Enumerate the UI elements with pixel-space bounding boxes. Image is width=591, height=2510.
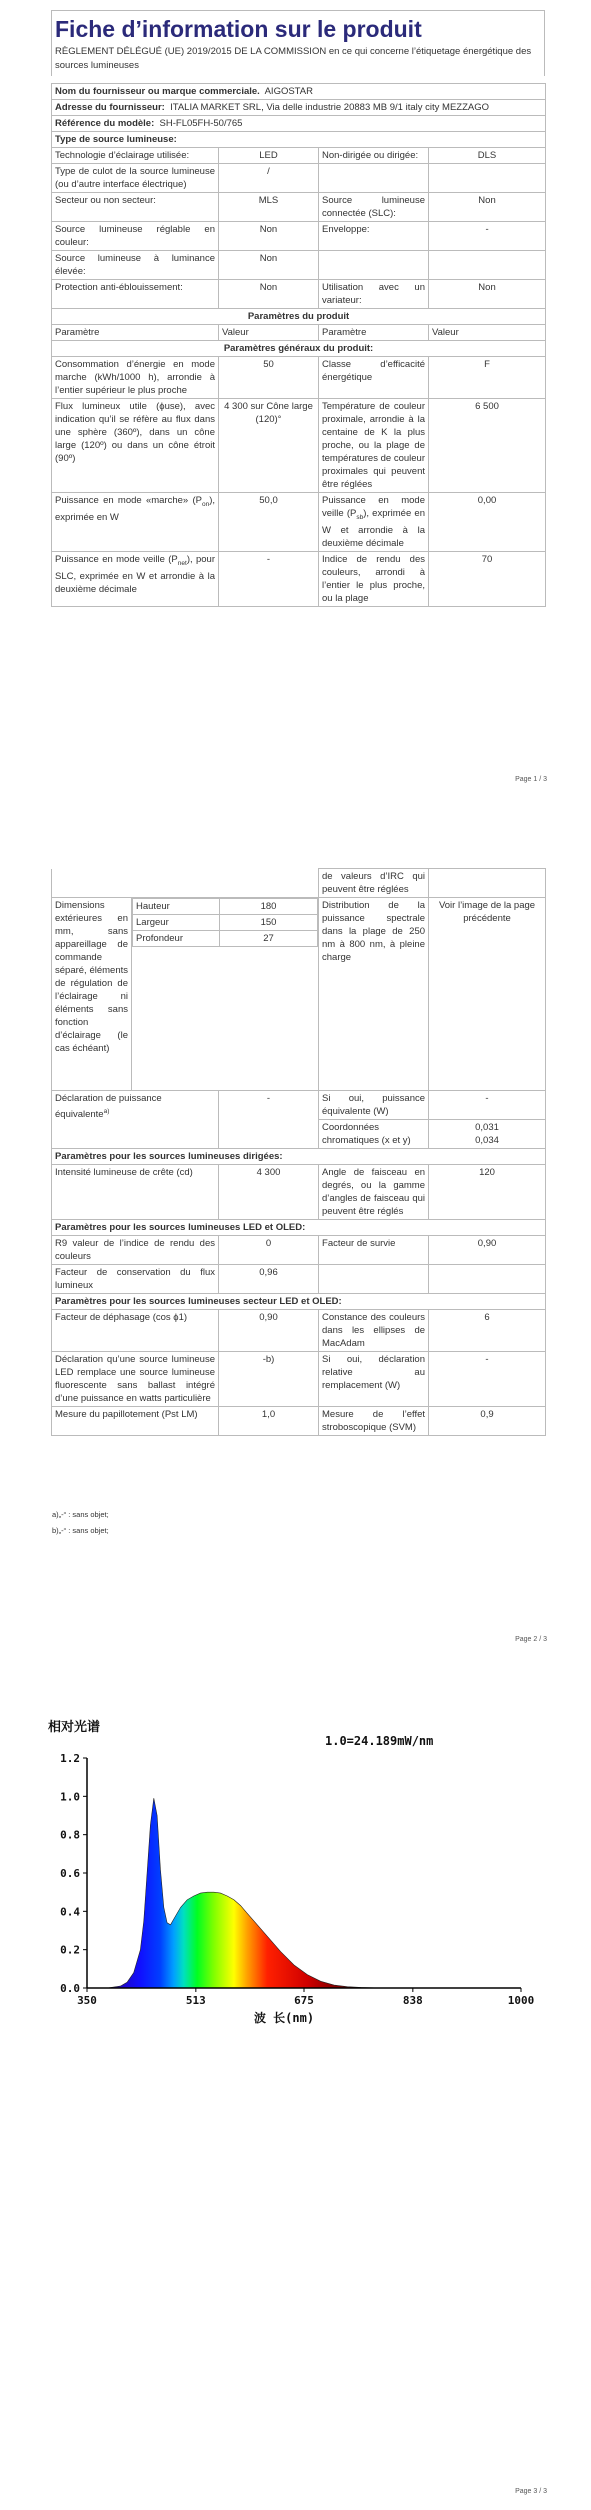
address-label: Adresse du fournisseur:	[55, 102, 165, 113]
type-label: Type de culot de la source lumineuse (ou d’autre interface électrique)	[52, 164, 219, 193]
type-row	[52, 193, 546, 222]
page-number: Page 1 / 3	[515, 776, 547, 783]
y-tick-label: 0.8	[60, 1828, 80, 1842]
param-header: Paramètre	[319, 325, 429, 341]
type-row	[52, 251, 546, 280]
equivalent-yes-label: Si oui, puissance équivalente (W)	[319, 1091, 429, 1120]
directional-header: Paramètres pour les sources lumineuses dirigées:	[52, 1149, 546, 1165]
regulation-text: RÈGLEMENT DÉLÉGUÉ (UE) 2019/2015 DE LA COMMISSION en ce qui concerne l’étiquetage énergétique des sources lumineuses	[55, 46, 532, 71]
param-row	[52, 1236, 546, 1265]
chart-title: 相对光谱	[48, 1720, 101, 1735]
page-1	[0, 0, 591, 790]
general-params-header-row	[52, 341, 546, 357]
product-info-table	[51, 83, 546, 607]
peak-intensity-label: Intensité lumineuse de crête (cd)	[52, 1165, 219, 1220]
supplier-label: Nom du fournisseur ou marque commerciale.	[55, 86, 260, 97]
param-label: Indice de rendu des couleurs, arrondi à l’entier le plus proche, ou la plage	[319, 551, 429, 606]
type-value: Non	[219, 222, 319, 251]
param-header-row	[52, 325, 546, 341]
param-row	[52, 1165, 546, 1220]
type-label	[319, 251, 429, 280]
type-header: Type de source lumineuse:	[52, 132, 546, 148]
type-label: Enveloppe:	[319, 222, 429, 251]
replacement-yes-value: -	[429, 1352, 546, 1407]
section-header-row	[52, 1220, 546, 1236]
type-value: MLS	[219, 193, 319, 222]
param-header: Paramètre	[52, 325, 219, 341]
beam-angle-value: 120	[429, 1165, 546, 1220]
type-label: Source lumineuse réglable en couleur:	[52, 222, 219, 251]
survival-label: Facteur de survie	[319, 1236, 429, 1265]
led-replacement-label: Déclaration qu’une source lumineuse LED remplace une source lumineuse fluorescente sans ballast intégré d’une puissance en watts particulière	[52, 1352, 219, 1407]
param-label: Puissance en mode veille $(P_{net})$, pour SLC, exprimée en W et arrondie à la deuxième décimale	[52, 551, 219, 606]
param-row	[52, 1352, 546, 1407]
dimensions-table	[132, 898, 318, 947]
x-tick-label: 350	[77, 1994, 97, 2007]
spectrum-area	[87, 1798, 521, 1988]
param-label: Puissance en mode «marche» $(P_{on})$, exprimée en W	[52, 493, 219, 552]
equivalent-yes-value: -	[429, 1091, 546, 1120]
general-params-header: Paramètres généraux du produit:	[52, 341, 546, 357]
r9-value: 0	[219, 1236, 319, 1265]
flicker-value: 1,0	[219, 1407, 319, 1436]
equivalent-value: -	[219, 1091, 319, 1149]
value-header: Valeur	[219, 325, 319, 341]
type-header-row	[52, 132, 546, 148]
type-value: Non	[429, 193, 546, 222]
param-value: 50,0	[219, 493, 319, 552]
equivalent-label: Déclaration de puissance équivalente$^{a)}$	[52, 1091, 219, 1149]
footnote-b: b)„-“ : sans objet;	[52, 1526, 109, 1535]
lumen-maintenance-value: 0,96	[219, 1265, 319, 1294]
color-consistency-label: Constance des couleurs dans les ellipses de MacAdam	[319, 1310, 429, 1352]
type-value: /	[219, 164, 319, 193]
type-label: Source lumineuse connectée (SLC):	[319, 193, 429, 222]
spectral-label: Distribution de la puissance spectrale dans la plage de 250 nm à 800 nm, à pleine charge	[319, 898, 429, 1091]
model-label: Référence du modèle:	[55, 118, 155, 129]
param-row	[52, 1091, 546, 1120]
dimensions-row	[52, 898, 546, 1091]
type-row	[52, 148, 546, 164]
type-label: Utilisation avec un variateur:	[319, 280, 429, 309]
type-row	[52, 164, 546, 193]
spectrum-chart	[0, 1750, 591, 2040]
param-label: Température de couleur proximale, arrondie à la centaine de K la plus proche, ou la plage de températures de couleur proximales qui peuvent être réglées	[319, 399, 429, 493]
address-row	[52, 100, 546, 116]
param-value: 70	[429, 551, 546, 606]
param-row	[52, 1407, 546, 1436]
chromaticity-x: 0,031	[475, 1122, 499, 1133]
x-tick-label: 1000	[507, 1994, 535, 2007]
param-value: 0,00	[429, 493, 546, 552]
y-tick-label: 0.2	[60, 1943, 80, 1957]
x-axis-label: 波 长(nm)	[253, 2011, 315, 2025]
param-row	[52, 357, 546, 399]
product-params-header-row	[52, 309, 546, 325]
lumen-maintenance-label: Facteur de conservation du flux lumineux	[52, 1265, 219, 1294]
type-value	[429, 251, 546, 280]
survival-value: 0,90	[429, 1236, 546, 1265]
stroboscopic-label: Mesure de l’effet stroboscopique (SVM)	[319, 1407, 429, 1436]
type-label: Secteur ou non secteur:	[52, 193, 219, 222]
param-row	[52, 869, 546, 898]
r9-label: R9 valeur de l’indice de rendu des couleurs	[52, 1236, 219, 1265]
model-value: SH-FL05FH-50/765	[159, 118, 243, 129]
y-tick-label: 0.4	[60, 1905, 80, 1919]
page-2	[0, 790, 591, 1650]
peak-intensity-value: 4 300	[219, 1165, 319, 1220]
model-row	[52, 116, 546, 132]
param-row	[52, 1265, 546, 1294]
type-label	[319, 164, 429, 193]
section-header-row	[52, 1294, 546, 1310]
dimensions-label: Dimensions extérieures en mm, sans appareillage de commande séparé, éléments de régulation de l’éclairage ni éléments sans fonction d’éclairage (le cas échéant)	[52, 898, 132, 1091]
dim-value: 27	[220, 931, 318, 947]
y-tick-label: 1.2	[60, 1752, 80, 1765]
type-label: Non-dirigée ou dirigée:	[319, 148, 429, 164]
dim-value: 150	[220, 915, 318, 931]
stroboscopic-value: 0,9	[429, 1407, 546, 1436]
beam-angle-label: Angle de faisceau en degrés, ou la gamme d’angles de faisceau qui peuvent être réglés	[319, 1165, 429, 1220]
power-factor-value: 0,90	[219, 1310, 319, 1352]
param-label: Classe d’efficacité énergétique	[319, 357, 429, 399]
section-header-row	[52, 1149, 546, 1165]
replacement-yes-label: Si oui, déclaration relative au remplacement (W)	[319, 1352, 429, 1407]
type-value	[429, 164, 546, 193]
dim-value: 180	[220, 899, 318, 915]
y-tick-label: 0.6	[60, 1867, 80, 1880]
type-label: Protection anti-éblouissement:	[52, 280, 219, 309]
cri-continued: de valeurs d’IRC qui peuvent être réglées	[319, 869, 429, 898]
led-oled-header: Paramètres pour les sources lumineuses LED et OLED:	[52, 1220, 546, 1236]
type-value: Non	[429, 280, 546, 309]
flicker-label: Mesure du papillotement (Pst LM)	[52, 1407, 219, 1436]
param-label: Consommation d’énergie en mode marche (kWh/1000 h), arrondie à l’entier supérieur le plus proche	[52, 357, 219, 399]
page-3	[0, 1650, 591, 2510]
param-value: 50	[219, 357, 319, 399]
page-number: Page 3 / 3	[515, 2488, 547, 2495]
x-tick-label: 838	[402, 1994, 423, 2007]
param-value: 6 500	[429, 399, 546, 493]
footnote-a: a)„-“ : sans objet;	[52, 1510, 109, 1519]
led-replacement-value: -b)	[219, 1352, 319, 1407]
param-label: Puissance en mode veille $(P_{sb})$, exprimée en W et arrondie à la deuxième décimale	[319, 493, 429, 552]
power-factor-label: Facteur de déphasage (cos ϕ1)	[52, 1310, 219, 1352]
type-value: Non	[219, 280, 319, 309]
y-tick-label: 0.0	[60, 1982, 80, 1995]
type-value: Non	[219, 251, 319, 280]
type-row	[52, 280, 546, 309]
dim-key: Largeur	[133, 915, 220, 931]
color-consistency-value: 6	[429, 1310, 546, 1352]
param-row	[52, 1310, 546, 1352]
supplier-row	[52, 84, 546, 100]
param-row	[52, 493, 546, 552]
type-value: LED	[219, 148, 319, 164]
dim-key: Profondeur	[133, 931, 220, 947]
type-value: -	[429, 222, 546, 251]
y-tick-label: 1.0	[60, 1790, 80, 1804]
chromaticity-y: 0,034	[475, 1135, 499, 1146]
param-value: F	[429, 357, 546, 399]
title-block	[51, 10, 545, 76]
page-number: Page 2 / 3	[515, 1636, 547, 1643]
param-row	[52, 551, 546, 606]
address-value: ITALIA MARKET SRL, Via delle industrie 20883 MB 9/1 italy city MEZZAGO	[170, 102, 489, 113]
product-info-table-continued	[51, 868, 546, 1436]
document-title: Fiche d’information sur le produit	[55, 16, 422, 42]
chromaticity-label: Coordonnées chromatiques (x et y)	[319, 1120, 429, 1149]
value-header: Valeur	[429, 325, 546, 341]
dim-key: Hauteur	[133, 899, 220, 915]
supplier-value: AIGOSTAR	[264, 86, 313, 97]
chart-scale-note: 1.0=24.189mW/nm	[325, 1734, 434, 1748]
type-label: Source lumineuse à luminance élevée:	[52, 251, 219, 280]
mains-led-header: Paramètres pour les sources lumineuses secteur LED et OLED:	[52, 1294, 546, 1310]
x-tick-label: 675	[294, 1994, 314, 2007]
spectral-value: Voir l’image de la page précédente	[429, 898, 546, 1091]
param-row	[52, 399, 546, 493]
x-tick-label: 513	[185, 1994, 206, 2007]
param-label: Flux lumineux utile (ϕuse), avec indication qu’il se réfère au flux dans une sphère (360º), dans un cône large (120º) ou dans un cône étroit (90º)	[52, 399, 219, 493]
param-value: -	[219, 551, 319, 606]
type-row	[52, 222, 546, 251]
product-params-header: Paramètres du produit	[52, 309, 546, 325]
type-value: DLS	[429, 148, 546, 164]
param-value: 4 300 sur Cône large (120)°	[219, 399, 319, 493]
type-label: Technologie d’éclairage utilisée:	[52, 148, 219, 164]
